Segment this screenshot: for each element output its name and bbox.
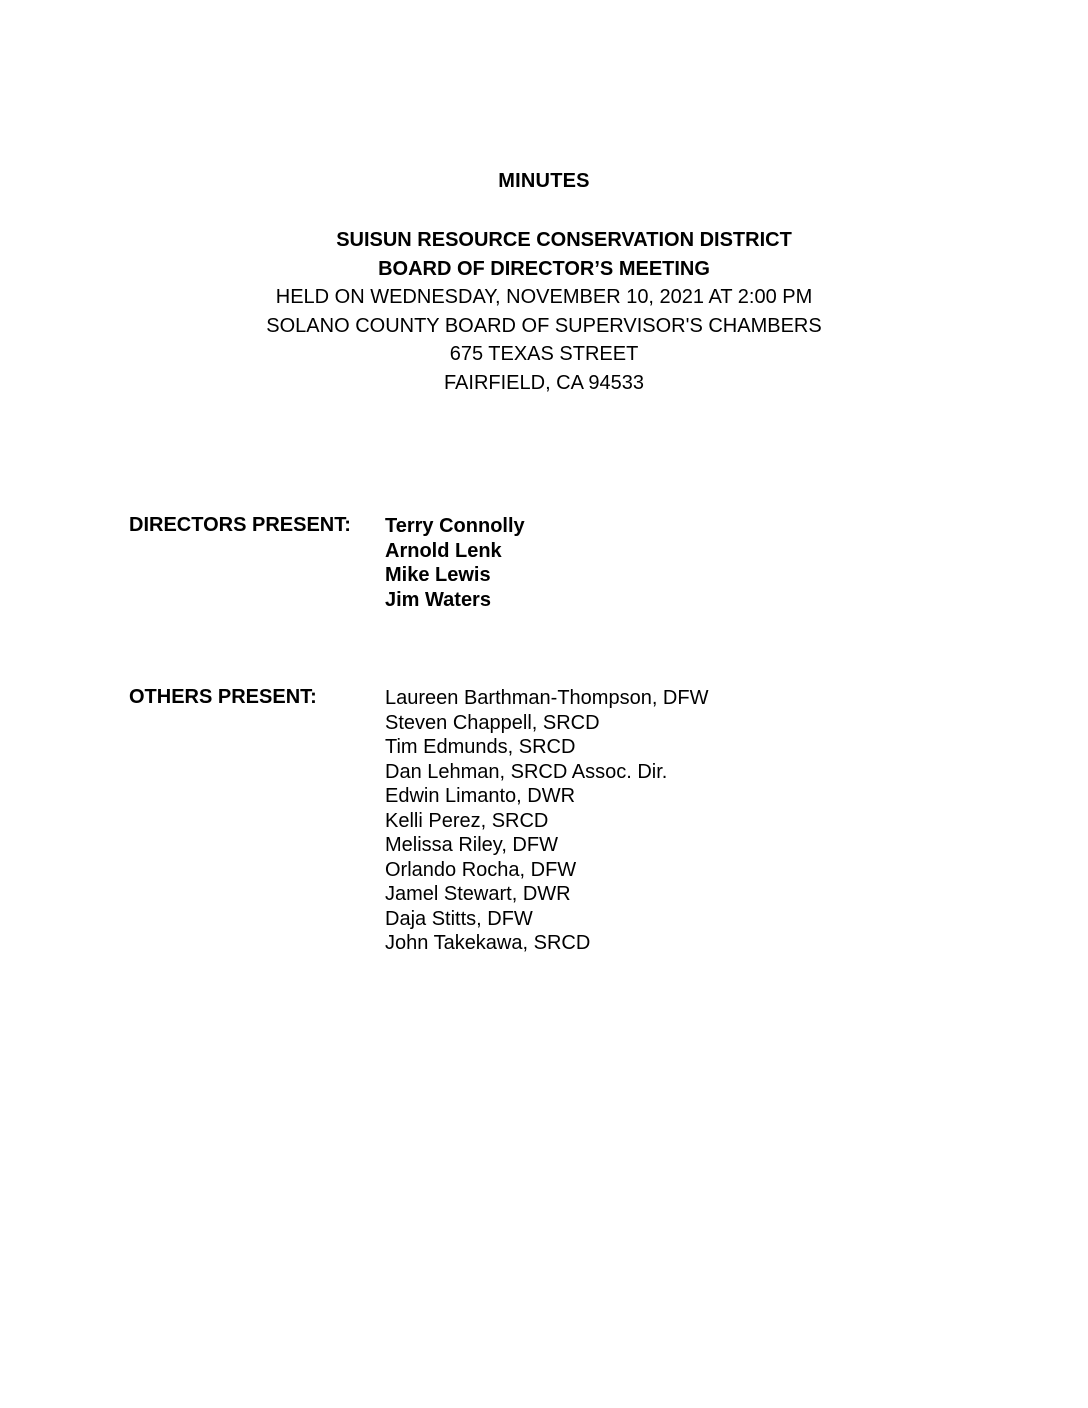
- director-name: Jim Waters: [385, 588, 491, 611]
- directors-list: [385, 514, 525, 612]
- others-present-label: OTHERS PRESENT:: [129, 686, 317, 708]
- meeting-date: HELD ON WEDNESDAY, NOVEMBER 10, 2021 AT 2:00 PM: [275, 286, 813, 308]
- meeting-location: SOLANO COUNTY BOARD OF SUPERVISOR'S CHAMBERS: [266, 314, 822, 337]
- directors-present-label: DIRECTORS PRESENT:: [129, 514, 351, 536]
- director-name: Terry Connolly: [385, 515, 525, 537]
- attendee-name: Dan Lehman, SRCD Assoc. Dir.: [385, 760, 668, 783]
- attendee-name: John Takekawa, SRCD: [385, 932, 591, 954]
- attendee-name: Daja Stitts, DFW: [385, 907, 533, 930]
- meeting-name: BOARD OF DIRECTOR’S MEETING: [378, 257, 710, 280]
- others-list: [385, 686, 708, 956]
- attendee-name: Steven Chappell, SRCD: [385, 711, 600, 734]
- document-title: MINUTES: [498, 170, 590, 192]
- director-name: Mike Lewis: [385, 564, 491, 586]
- district-name: SUISUN RESOURCE CONSERVATION DISTRICT: [336, 229, 792, 251]
- attendee-name: Melissa Riley, DFW: [385, 834, 558, 856]
- attendee-name: Laureen Barthman-Thompson, DFW: [385, 687, 709, 709]
- attendee-name: Jamel Stewart, DWR: [385, 883, 571, 905]
- meeting-city: FAIRFIELD, CA 94533: [443, 371, 645, 394]
- meeting-header: [0, 226, 1088, 397]
- meeting-street: 675 TEXAS STREET: [449, 343, 639, 365]
- attendee-name: Edwin Limanto, DWR: [385, 785, 576, 807]
- attendee-name: Tim Edmunds, SRCD: [385, 736, 576, 758]
- director-name: Arnold Lenk: [385, 539, 502, 562]
- attendee-name: Orlando Rocha, DFW: [385, 858, 577, 881]
- attendee-name: Kelli Perez, SRCD: [385, 809, 549, 832]
